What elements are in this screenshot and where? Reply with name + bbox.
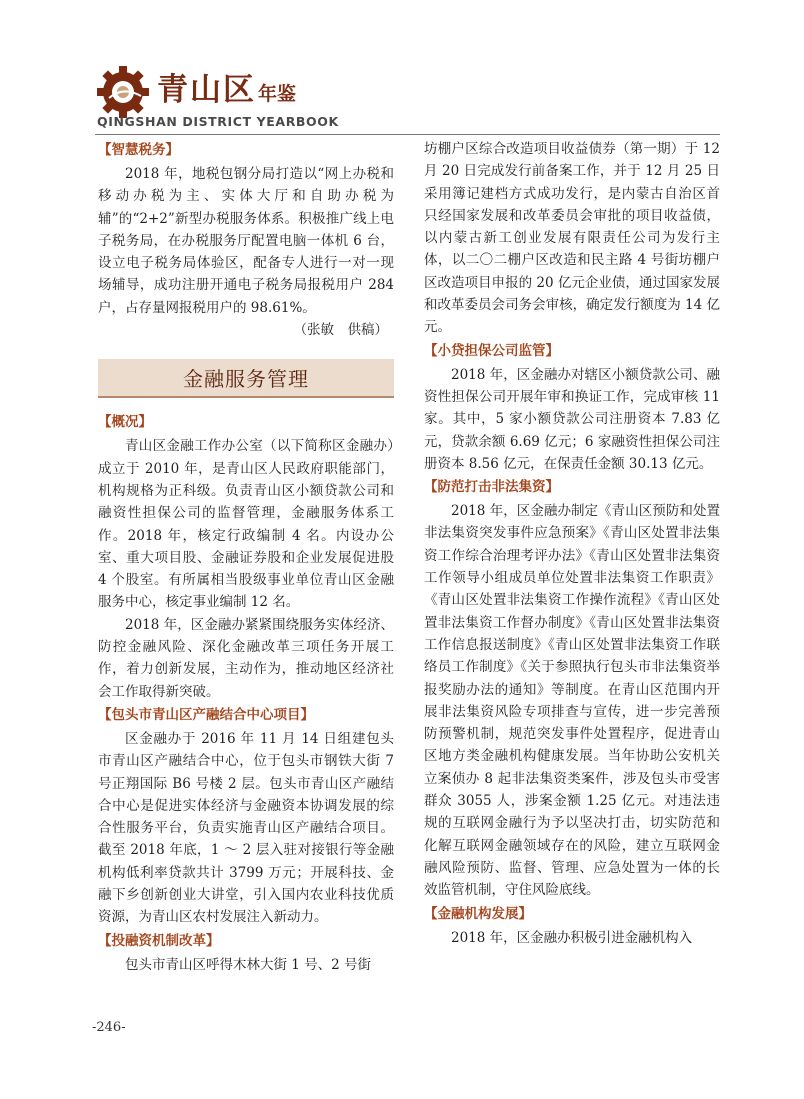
section-title-bar (98, 359, 394, 398)
microloan-heading: 【小贷担保公司监管】 (424, 342, 559, 359)
left-column (98, 138, 394, 976)
right-column (424, 138, 720, 949)
center-project-heading: 【包头市青山区产融结合中心项目】 (98, 706, 314, 723)
page-number: -246- (92, 1020, 126, 1035)
page-header (95, 62, 720, 134)
overview-paragraph-2: 2018 年，区金融办紧紧围绕服务实体经济、防控金融风险、深化金融改革三项任务开展工作，着力创新发展，主动作为，推动地区经济社会工作取得新突破。 (98, 616, 394, 700)
header-rule (95, 134, 720, 135)
gear-logo-icon (95, 62, 157, 122)
institutions-paragraph: 2018 年，区金融办积极引进金融机构入 (451, 929, 693, 946)
center-project-paragraph: 区金融办于 2016 年 11 月 14 日组建包头市青山区产融结合中心，位于包头市钢铁大街 7 号正翔国际 B6 号楼 2 层。包头市青山区产融结合中心是促进实体经济与金融资本协调发展的综合性服务平台，负责实施青山区产融结合项目。截至 2018 年底，1 ～ 2 层入驻对接银行等金融机构低利率贷款共计 3799 万元；开展科技、金融下乡创新创业大讲堂，引入国内农业科技优质资源，为青山区农村发展注入新动力。 (98, 730, 394, 926)
invest-reform-heading: 【投融资机制改革】 (98, 932, 220, 949)
smart-tax-heading: 【智慧税务】 (98, 142, 179, 158)
illegal-fundraising-paragraph: 2018 年，区金融办制定《青山区预防和处置非法集资突发事件应急预案》《青山区处置非法集资工作综合治理考评办法》《青山区处置非法集资工作领导小组成员单位处置非法集资工作职责》《青山区处置非法集资工作操作流程》《青山区处置非法集资工作督办制度》《青山区处置非法集资工作信息报送制度》《青山区处置非法集资工作联络员工作制度》《关于参照执行包头市非法集资举报奖励办法的通知》等制度。在青山区范围内开展非法集资风险专项排查与宣传，进一步完善预防预警机制，规范突发事件处置程序，促进青山区地方类金融机构健康发展。当年协助公安机关立案侦办 8 起非法集资类案件，涉及包头市受害群众 3055 人，涉案金额 1.25 亿元。对违法违规的互联网金融行为予以坚决打击，切实防范和化解互联网金融领域存在的风险，建立互联网金融风险预防、监督、管理、应急处置为一体的长效监管机制，守住风险底线。 (424, 503, 720, 899)
invest-reform-paragraph: 包头市青山区呼得木林大街 1 号、2 号街 (125, 956, 372, 973)
section-title: 金融服务管理 (183, 367, 309, 392)
yearbook-title-suffix: 年鉴 (258, 83, 297, 105)
illegal-fundraising-heading: 【防范打击非法集资】 (424, 479, 559, 496)
institutions-heading: 【金融机构发展】 (424, 905, 532, 922)
smart-tax-paragraph: 2018 年，地税包钢分局打造以“网上办税和移动办税为主、实体大厅和自助办税为辅”的“2+2”新型办税服务体系。积极推广线上电子税务局，在办税服务厅配置电脑一体机 6 台，设立电子税务局体验区，配备专人进行一对一现场辅导，成功注册开通电子税务局报税用户 284 户，占存量网报税用户的 98.61%。 (98, 166, 394, 316)
microloan-paragraph: 2018 年，区金融办对辖区小额贷款公司、融资性担保公司开展年审和换证工作，完成审核 11 家。其中，5 家小额贷款公司注册资本 7.83 亿元，贷款余额 6.69 亿元；6 家融资性担保公司注册资本 8.56 亿元，在保责任金额 30.13 亿元。 (424, 366, 720, 472)
yearbook-subtitle: QINGSHAN DISTRICT YEARBOOK (97, 114, 339, 129)
yearbook-title (157, 64, 296, 109)
smart-tax-signature: （张敏 供稿） (293, 322, 388, 339)
invest-reform-continued: 坊棚户区综合改造项目收益债券（第一期）于 12 月 20 日完成发行前备案工作，并于 12 月 25 日采用簿记建档方式成功发行，是内蒙古自治区首只经国家发展和改革委员会审批的项目收益债，以内蒙古新工创业发展有限责任公司为发行主体，以二〇二棚户区改造和民主路 4 号街坊棚户区改造项目申报的 20 亿元企业债，通过国家发展和改革委员会司务会审核，确定发行额度为 14 亿元。 (424, 141, 720, 336)
overview-paragraph-1: 青山区金融工作办公室（以下简称区金融办）成立于 2010 年，是青山区人民政府职能部门，机构规格为正科级。负责青山区小额贷款公司和融资性担保公司的监督管理，金融服务体系工作。2018 年，核定行政编制 4 名。内设办公室、重大项目股、金融证券股和企业发展促进股 4 个股室。有所属相当股级事业单位青山区金融服务中心，核定事业编制 12 名。 (98, 438, 394, 611)
overview-heading: 【概况】 (98, 414, 152, 431)
yearbook-title-main: 青山区 (157, 72, 256, 108)
